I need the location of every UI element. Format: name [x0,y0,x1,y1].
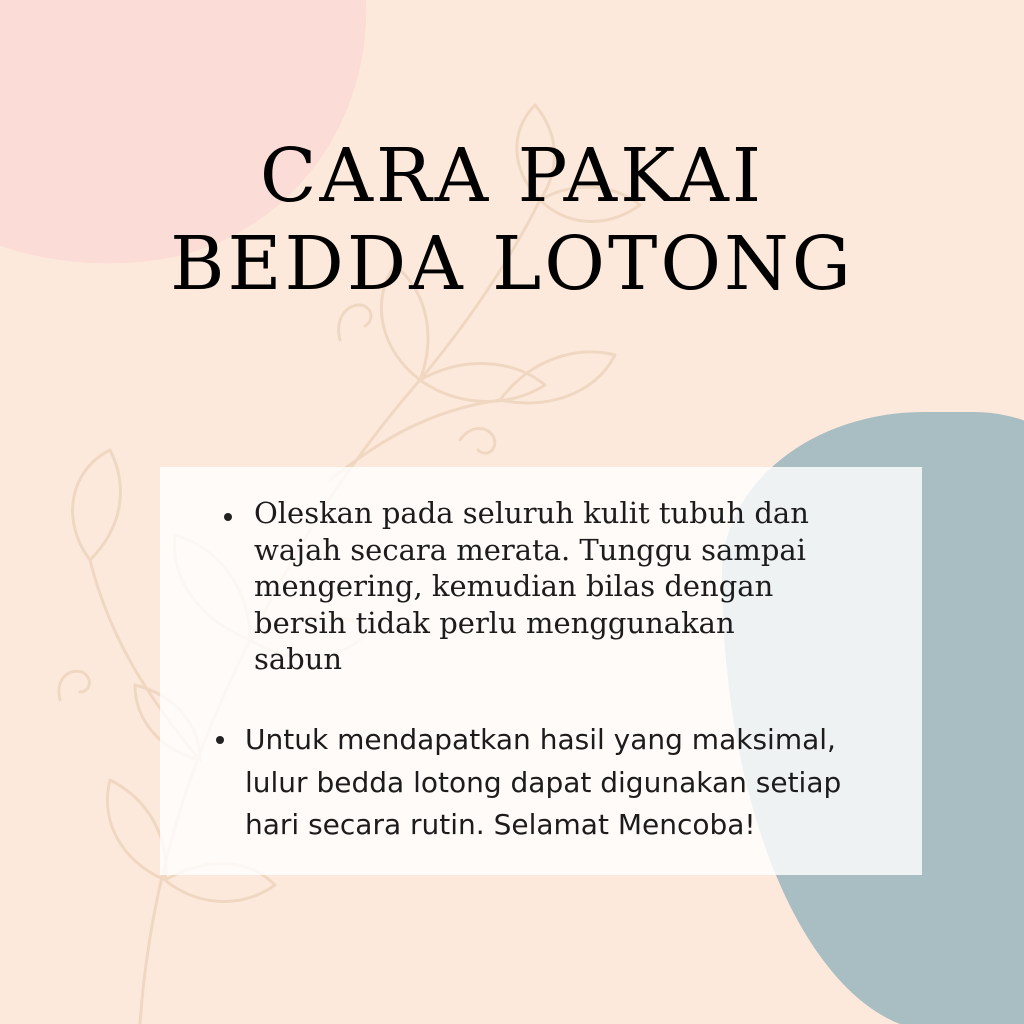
page-title [0,132,1024,308]
title-line-1: CARA PAKAI [259,133,765,219]
bullet-icon [216,736,224,744]
instruction-item [216,719,896,847]
instructions-card [160,467,922,875]
bullet-icon [224,513,232,521]
instruction-text: Untuk mendapatkan hasil yang maksimal, lulur bedda lotong dapat digunakan setiap hari secara rutin. Selamat Mencoba! [245,723,842,841]
title-line-2: BEDDA LOTONG [170,221,854,307]
instruction-text: Oleskan pada seluruh kulit tubuh dan wajah secara merata. Tunggu sampai mengering, kemudian bilas dengan bersih tidak perlu menggunakan sabun [254,496,809,676]
instruction-item [224,495,864,678]
